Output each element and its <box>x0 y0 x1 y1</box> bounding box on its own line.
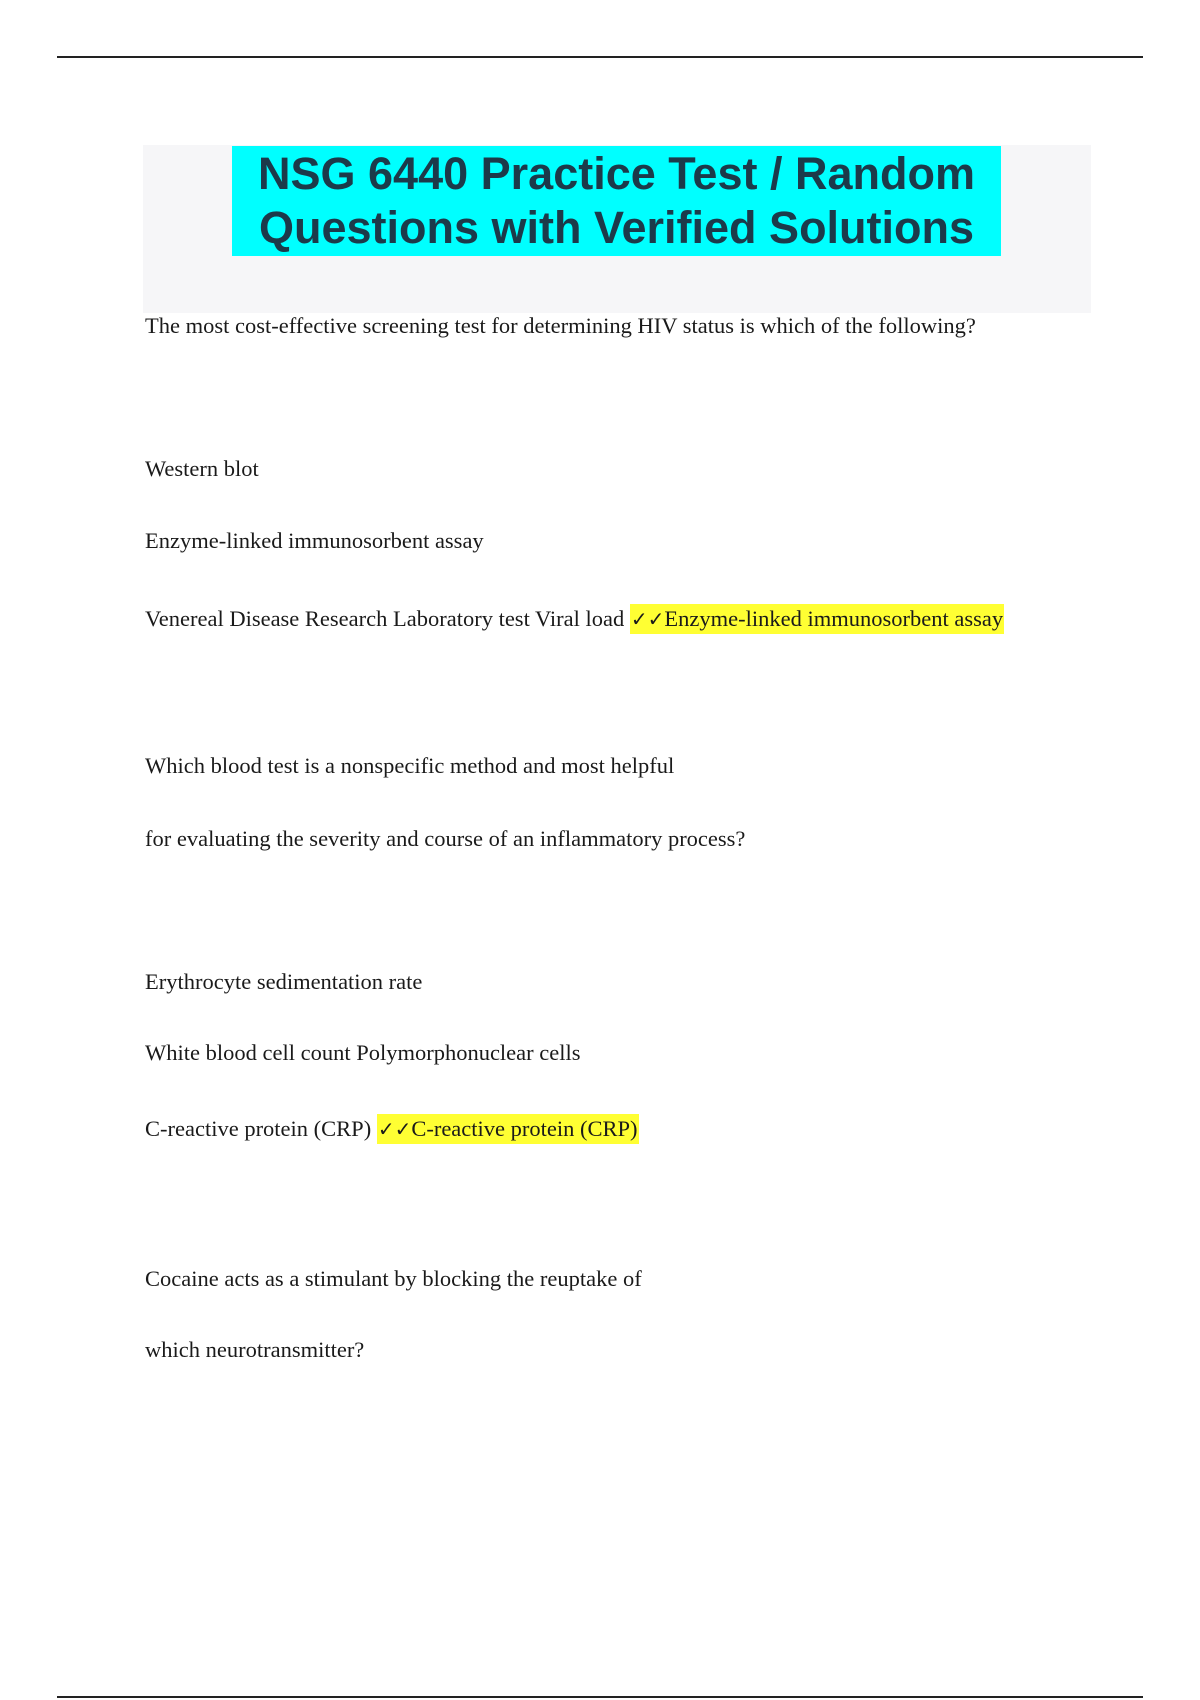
question-3-stem-line-2: which neurotransmitter? <box>145 1337 365 1362</box>
question-1-option-3: Venereal Disease Research Laboratory test Viral load <box>145 606 625 631</box>
question-1-option-1: Western blot <box>145 456 259 481</box>
document-title-line-2: Questions with Verified Solutions <box>258 202 975 253</box>
question-2-option-3: C-reactive protein (CRP) <box>145 1116 372 1141</box>
question-2-option-2: White blood cell count Polymorphonuclear cells <box>145 1040 581 1065</box>
document-title-line-1: NSG 6440 Practice Test / Random <box>258 148 975 199</box>
question-2-answer-highlight <box>377 1114 639 1144</box>
top-rule <box>57 56 1143 58</box>
question-1-option-3-row <box>145 604 1004 634</box>
question-3-stem-line-1: Cocaine acts as a stimulant by blocking the reuptake of <box>145 1266 642 1291</box>
question-2-stem-line-1: Which blood test is a nonspecific method and most helpful <box>145 753 675 778</box>
question-2-stem-line-2: for evaluating the severity and course of an inflammatory process? <box>145 826 746 851</box>
question-1-option-2: Enzyme-linked immunosorbent assay <box>145 528 484 553</box>
question-2-option-1: Erythrocyte sedimentation rate <box>145 969 423 994</box>
double-check-icon: ✓✓ <box>377 1117 412 1141</box>
question-1-answer-highlight <box>630 604 1004 634</box>
question-2-answer: C-reactive protein (CRP) <box>411 1116 638 1141</box>
question-1-stem: The most cost-effective screening test for determining HIV status is which of the following? <box>145 313 976 338</box>
bottom-rule <box>57 1696 1143 1698</box>
question-1-answer: Enzyme-linked immunosorbent assay <box>664 606 1004 631</box>
double-check-icon: ✓✓ <box>630 607 665 631</box>
question-2-option-3-row <box>145 1114 639 1144</box>
